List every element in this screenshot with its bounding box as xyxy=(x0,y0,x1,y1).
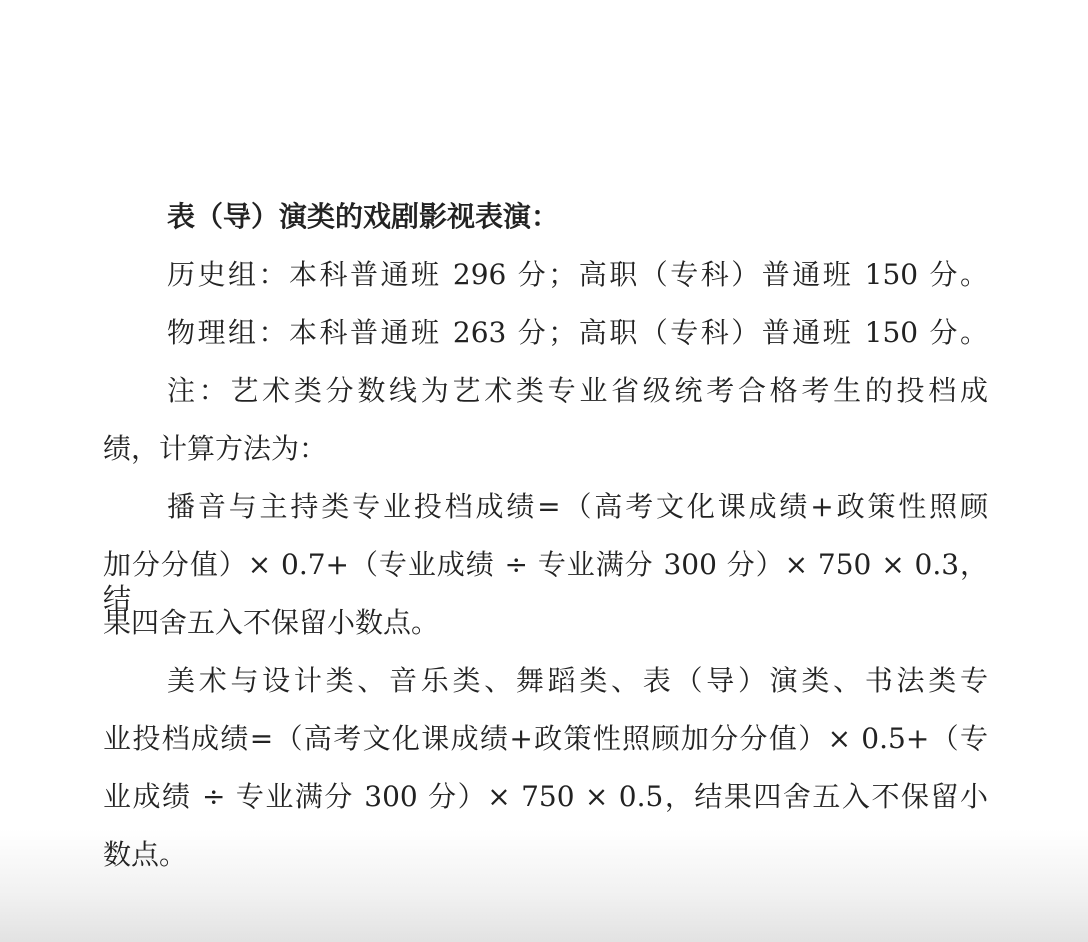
note-paragraph-line-1: 注：艺术类分数线为艺术类专业省级统考合格考生的投档成 xyxy=(167,374,988,407)
history-group-score: 历史组：本科普通班 296 分；高职（专科）普通班 150 分。 xyxy=(167,258,988,291)
arts-formula-line-4: 数点。 xyxy=(103,838,188,871)
arts-formula-line-2: 业投档成绩=（高考文化课成绩+政策性照顾加分分值）× 0.5+（专 xyxy=(103,722,988,755)
physics-group-score: 物理组：本科普通班 263 分；高职（专科）普通班 150 分。 xyxy=(167,316,988,349)
arts-formula-line-1: 美术与设计类、音乐类、舞蹈类、表（导）演类、书法类专 xyxy=(167,664,988,697)
section-heading: 表（导）演类的戏剧影视表演： xyxy=(167,200,560,233)
note-paragraph-line-2: 绩，计算方法为： xyxy=(103,432,328,465)
arts-formula-line-3: 业成绩 ÷ 专业满分 300 分）× 750 × 0.5，结果四舍五入不保留小 xyxy=(103,780,988,813)
broadcast-formula-line-1: 播音与主持类专业投档成绩=（高考文化课成绩+政策性照顾 xyxy=(167,490,988,523)
broadcast-formula-line-3: 果四舍五入不保留小数点。 xyxy=(103,606,440,639)
broadcast-formula-line-2: 加分分值）× 0.7+（专业成绩 ÷ 专业满分 300 分）× 750 × 0.3，结 xyxy=(103,548,988,615)
